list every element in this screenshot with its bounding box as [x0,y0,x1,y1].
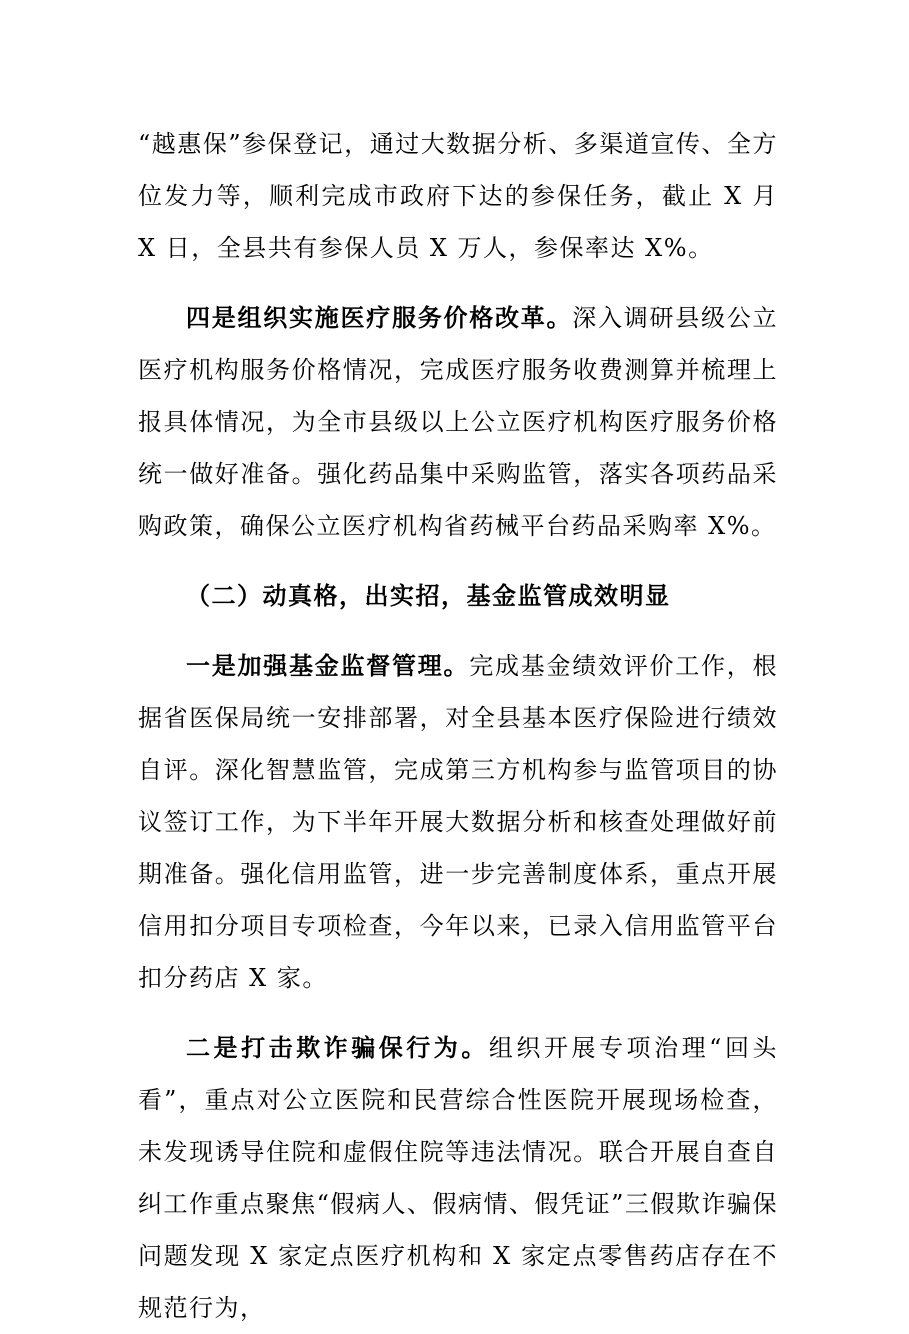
paragraph-lead: 二是打击欺诈骗保行为。 [186,1034,489,1062]
paragraph-lead: 四是组织实施医疗服务价格改革。 [186,304,573,332]
section-heading-text: （二）动真格，出实招，基金监管成效明显 [186,582,671,610]
paragraph-enrollment [138,118,778,274]
paragraph-price-reform [138,292,778,552]
document-body [138,118,778,1334]
paragraph-lead: 一是加强基金监督管理。 [186,652,470,680]
paragraph-text: 组织开展专项治理“回头看”，重点对公立医院和民营综合性医院开展现场检查，未发现诱导住院和虚假住院等违法情况。联合开展自查自纠工作重点聚焦“假病人、假病情、假凭证”三假欺诈骗保问题发现 X 家定点医疗机构和 X 家定点零售药店存在不规范行为， [138,1034,779,1322]
paragraph-fraud-crackdown [138,1022,778,1334]
paragraph-text: 完成基金绩效评价工作，根据省医保局统一安排部署，对全县基本医疗保险进行绩效自评。深化智慧监管，完成第三方机构参与监管项目的协议签订工作，为下半年开展大数据分析和核查处理做好前期准备。强化信用监管，进一步完善制度体系，重点开展信用扣分项目专项检查，今年以来，已录入信用监管平台扣分药店 X 家。 [138,652,778,992]
paragraph-fund-supervision [138,640,778,1004]
section-heading [138,570,778,622]
paragraph-text: “越惠保”参保登记，通过大数据分析、多渠道宣传、全方位发力等，顺利完成市政府下达的参保任务，截止 X 月 X 日，全县共有参保人员 X 万人，参保率达 X%。 [138,130,778,262]
paragraph-text: 深入调研县级公立医疗机构服务价格情况，完成医疗服务收费测算并梳理上报具体情况，为全市县级以上公立医疗机构医疗服务价格统一做好准备。强化药品集中采购监管，落实各项药品采购政策，确保公立医疗机构省药械平台药品采购率 X%。 [138,304,778,540]
